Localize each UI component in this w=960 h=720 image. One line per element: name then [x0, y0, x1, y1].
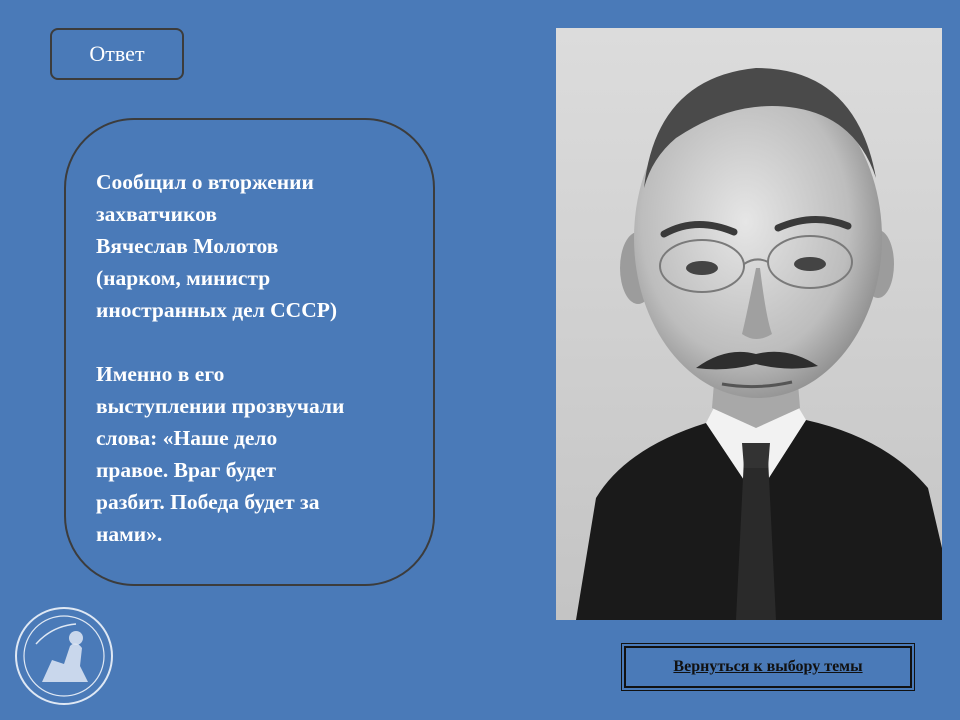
answer-paragraph-1: Сообщил о вторжении захватчиков Вячеслав Молотов (нарком, министр иностранных дел СССР) [96, 170, 338, 322]
answer-button[interactable] [50, 28, 184, 80]
answer-text-panel [64, 118, 435, 586]
answer-button-label: Ответ [89, 41, 145, 66]
portrait-photo [556, 28, 942, 620]
answer-paragraph-2: Именно в его выступлении прозвучали слова: «Наше дело правое. Враг будет разбит. Победа будет за нами». [96, 362, 345, 546]
back-to-topics-button[interactable] [624, 646, 912, 688]
circular-emblem-logo [12, 604, 116, 708]
back-to-topics-label: Вернуться к выбору темы [673, 658, 863, 675]
